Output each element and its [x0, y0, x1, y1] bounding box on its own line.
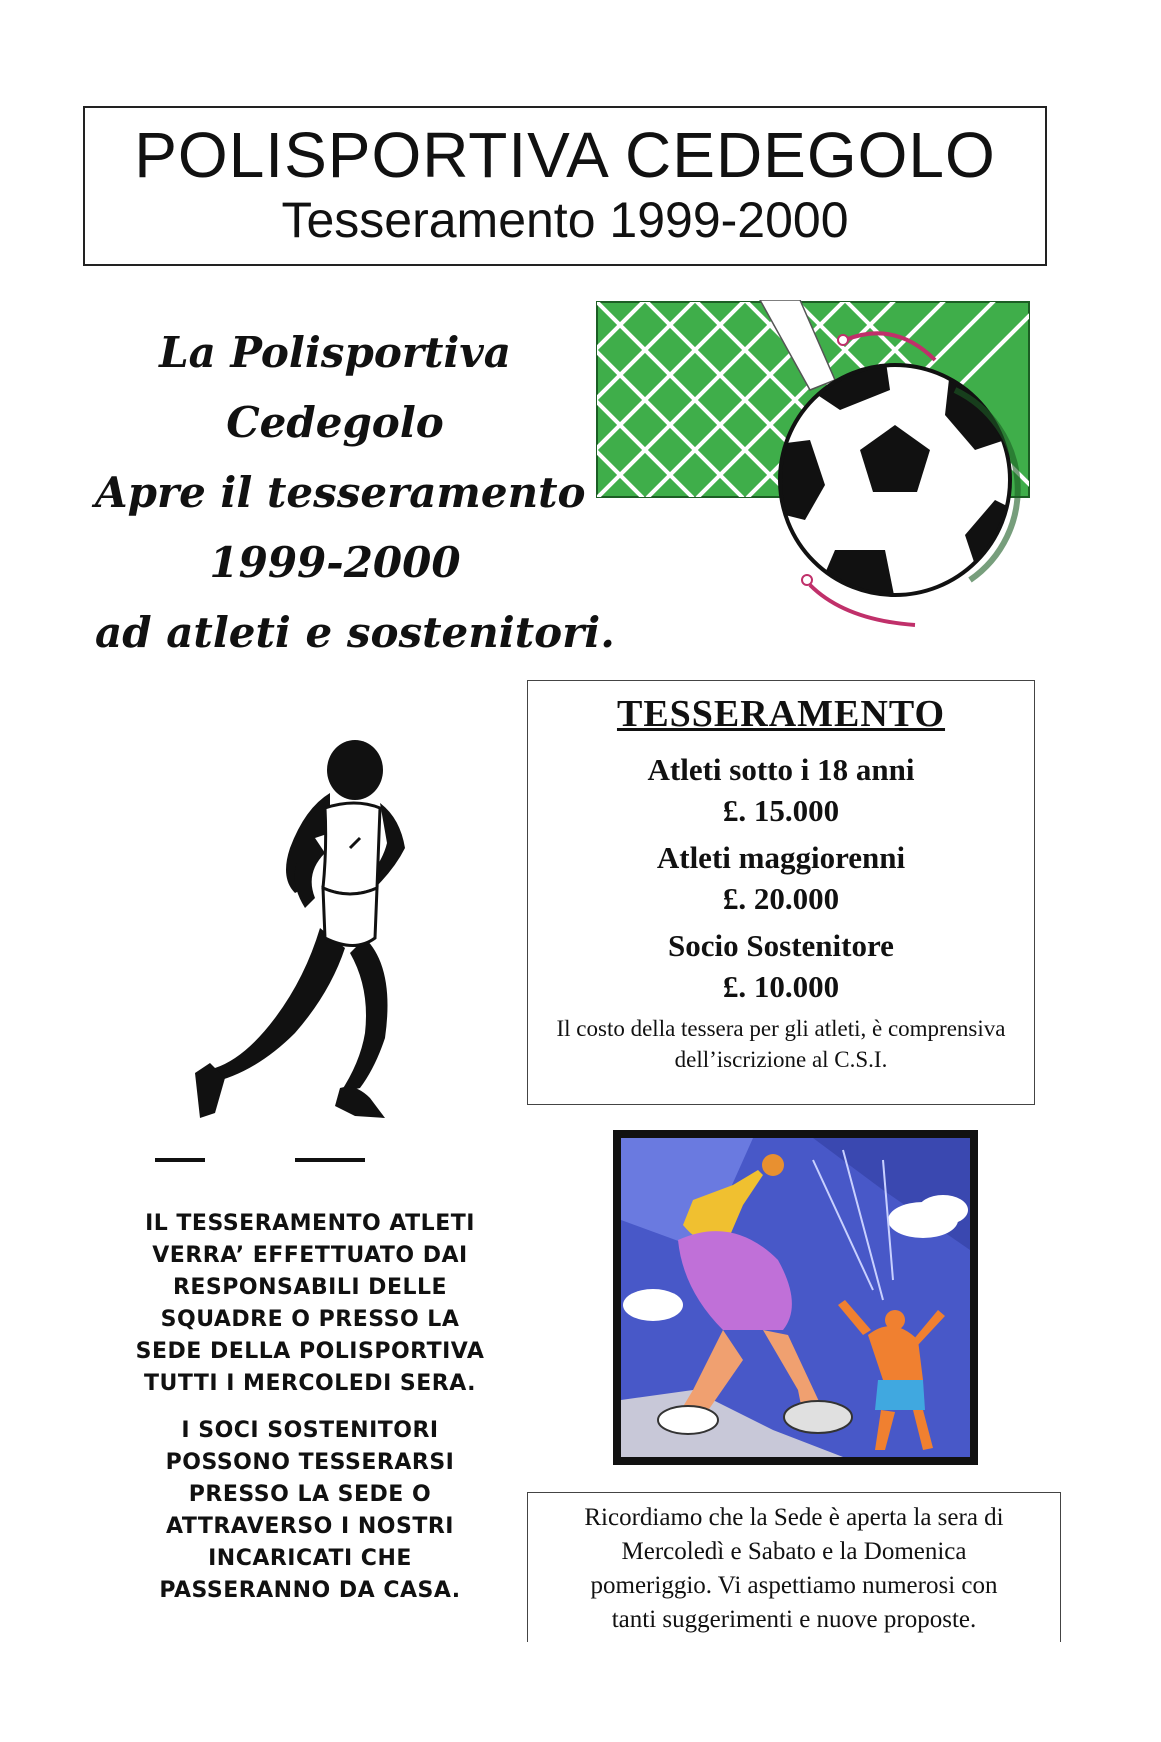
fee-price: £. 20.000 [722, 881, 840, 916]
fee-category: Socio Sostenitore [668, 928, 894, 963]
soccer-ball-icon [595, 300, 1030, 630]
announcement-line: ad atleti e sostenitori. [95, 608, 615, 657]
announcement-line: La Polisportiva [159, 328, 511, 377]
fee-price: £. 10.000 [722, 969, 840, 1004]
fee-category: Atleti sotto i 18 anni [647, 752, 915, 787]
fees-note: Il costo della tessera per gli atleti, è comprensiva dell’iscrizione al C.S.I. [556, 1016, 1006, 1072]
header-box [83, 106, 1047, 266]
runner-icon [155, 738, 485, 1178]
page-subtitle: Tesseramento 1999-2000 [281, 192, 849, 248]
sede-note-box [527, 1492, 1061, 1642]
athletes-info: IL TESSERAMENTO ATLETI VERRA’ EFFETTUATO DAI RESPONSABILI DELLE SQUADRE O PRESSO LA SEDE DELLA POLISPORTIVA TUTTI I MERCOLEDI SERA. [135, 1211, 485, 1396]
fees-box [527, 680, 1035, 1105]
volleyball-icon [613, 1130, 978, 1465]
fee-category: Atleti maggiorenni [656, 840, 906, 875]
page-title: POLISPORTIVA CEDEGOLO [134, 119, 996, 191]
announcement-line: Cedegolo [226, 398, 444, 447]
announcement [95, 318, 615, 668]
supporters-info: I SOCI SOSTENITORI POSSONO TESSERARSI PRESSO LA SEDE O ATTRAVERSO I NOSTRI INCARICATI CHE PASSERANNO DA CASA. [159, 1418, 461, 1603]
fees-title: TESSERAMENTO [616, 693, 946, 735]
fee-price: £. 15.000 [722, 793, 840, 828]
sede-note-line: pomeriggio. Vi aspettiamo numerosi con [590, 1572, 998, 1599]
sede-note-line: Ricordiamo che la Sede è aperta la sera di [584, 1504, 1004, 1531]
sede-note-line: tanti suggerimenti e nuove proposte. [611, 1606, 977, 1633]
announcement-line: Apre il tesseramento [95, 468, 586, 517]
announcement-line: 1999-2000 [209, 538, 461, 587]
sede-note-line: Mercoledì e Sabato e la Domenica [621, 1538, 967, 1565]
